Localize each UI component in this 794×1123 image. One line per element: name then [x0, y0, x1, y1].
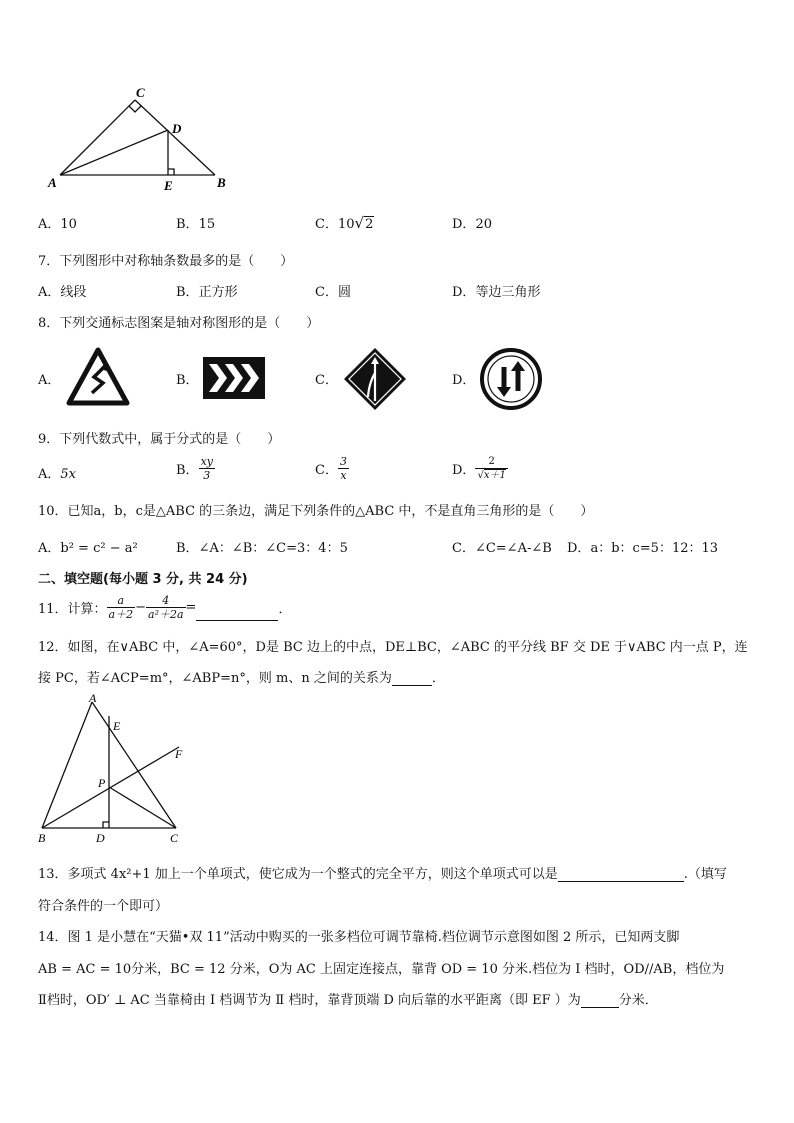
- q12-label-A: A: [89, 692, 97, 705]
- q10-option-a: A．b² = c² − a²: [38, 541, 138, 556]
- q12-label-D: D: [96, 831, 105, 845]
- q9-option-c: C． $\frac{3}{x}$: [315, 455, 347, 482]
- q12-label-C: C: [170, 831, 179, 845]
- q14-line-1: 14．图 1 是小慧在“天猫•双 11”活动中购买的一张多档位可调节靠椅.档位调节示意图如图 2 所示，已知两支脚: [38, 930, 680, 945]
- two-way-arrows-sign-icon: [479, 347, 543, 411]
- q11-fraction-2: $\frac{4}{\text{a²＋2a}}$: [148, 594, 184, 621]
- q12-triangle-figure: [34, 692, 194, 848]
- q10-stem: 10．已知a，b，c是△ABC 的三条边，满足下列条件的△ABC 中，不是直角三角形的是（ ）: [38, 504, 594, 519]
- q14-answer-blank[interactable]: [581, 992, 619, 1008]
- q6-label-E: E: [164, 178, 173, 193]
- q11-answer-blank[interactable]: [196, 602, 278, 621]
- q7-option-c: C．圆: [315, 285, 351, 300]
- q10-option-d: D．a：b：c=5：12：13: [567, 541, 719, 556]
- q6-label-D: D: [172, 121, 182, 136]
- q9-b-fraction: $\frac{xy}{3}$: [200, 455, 213, 482]
- q9-option-d: D． $\frac{2}{√x+1}$: [452, 456, 506, 481]
- q8-option-b-letter: B．: [176, 373, 199, 388]
- merge-diamond-sign-icon: [343, 347, 407, 411]
- q12-label-B: B: [38, 831, 46, 845]
- q12-answer-blank[interactable]: [392, 670, 432, 686]
- q12-label-E: E: [113, 719, 121, 733]
- q9-option-a: A．5x: [38, 467, 76, 482]
- q13-line-2: 符合条件的一个即可）: [38, 899, 169, 914]
- section-title: 二、填空题(每小题 3 分, 共 24 分): [38, 572, 248, 587]
- q8-option-d-letter: D．: [452, 373, 476, 388]
- q13-line-1: 13．多项式 4x²+1 加上一个单项式，使它成为一个整式的完全平方，则这个单项式可以是 .（填写: [38, 867, 727, 882]
- chevron-arrows-sign-icon: [203, 357, 265, 399]
- q9-c-fraction: $\frac{3}{x}$: [339, 455, 347, 482]
- q12-label-F: F: [175, 747, 183, 761]
- q6-label-A: A: [48, 175, 57, 190]
- q7-option-d: D．等边三角形: [452, 285, 541, 300]
- q12-line-1: 12．如图，在∨ABC 中，∠A=60°，D是 BC 边上的中点，DE⊥BC，∠ABC 的平分线 BF 交 DE 于∨ABC 内一点 P，连: [38, 640, 748, 655]
- q6-option-d: D．20: [452, 217, 492, 232]
- q6-option-b: B．15: [176, 217, 216, 232]
- q7-option-b: B．正方形: [176, 285, 238, 300]
- q9-option-b: B． $\frac{xy}{3}$: [176, 455, 213, 482]
- q9-d-fraction: $\frac{2}{√x+1}$: [477, 456, 506, 481]
- q11-fraction-1: $\frac{a}{a+2}$: [108, 594, 134, 621]
- q6-label-B: B: [217, 175, 226, 190]
- sqrt-symbol: √: [354, 214, 365, 232]
- q6-option-c: C．10√2: [315, 214, 374, 232]
- q6-label-C: C: [136, 85, 145, 100]
- q7-option-a: A．线段: [38, 285, 87, 300]
- q12-line-2: 接 PC，若∠ACP=m°，∠ABP=n°，则 m、n 之间的关系为 ．: [38, 671, 445, 686]
- q14-line-2: AB = AC = 10分米，BC = 12 分米，O为 AC 上固定连接点，靠背 OD = 10 分米.档位为 Ⅰ 档时，OD//AB，档位为: [38, 962, 725, 977]
- q13-answer-blank[interactable]: [558, 866, 684, 882]
- sqrt-symbol: √: [477, 470, 484, 481]
- q10-option-c: C．∠C=∠A-∠B: [452, 541, 552, 556]
- zigzag-warning-sign-icon: [66, 347, 130, 407]
- q12-label-P: P: [98, 776, 106, 790]
- q7-stem: 7．下列图形中对称轴条数最多的是（ ）: [38, 254, 294, 269]
- q8-option-c-letter: C．: [315, 373, 338, 388]
- q6-triangle-figure: [40, 80, 240, 195]
- q14-line-3: Ⅱ档时，OD′ ⊥ AC 当靠椅由 Ⅰ 档调节为 Ⅱ 档时，靠背顶端 D 向后靠的水平距离（即 EF ）为 分米．: [38, 993, 658, 1008]
- q6-option-a: A．10: [38, 217, 77, 232]
- q11-line: 11．计算： $\frac{a}{a+2}$ − $\frac{4}{\text{a²＋2a}}$ = ．: [38, 594, 292, 621]
- q8-option-a-letter: A．: [38, 373, 61, 388]
- q9-stem: 9．下列代数式中，属于分式的是（ ）: [38, 432, 281, 447]
- q8-stem: 8．下列交通标志图案是轴对称图形的是（ ）: [38, 316, 320, 331]
- q10-option-b: B．∠A：∠B：∠C=3：4：5: [176, 541, 348, 556]
